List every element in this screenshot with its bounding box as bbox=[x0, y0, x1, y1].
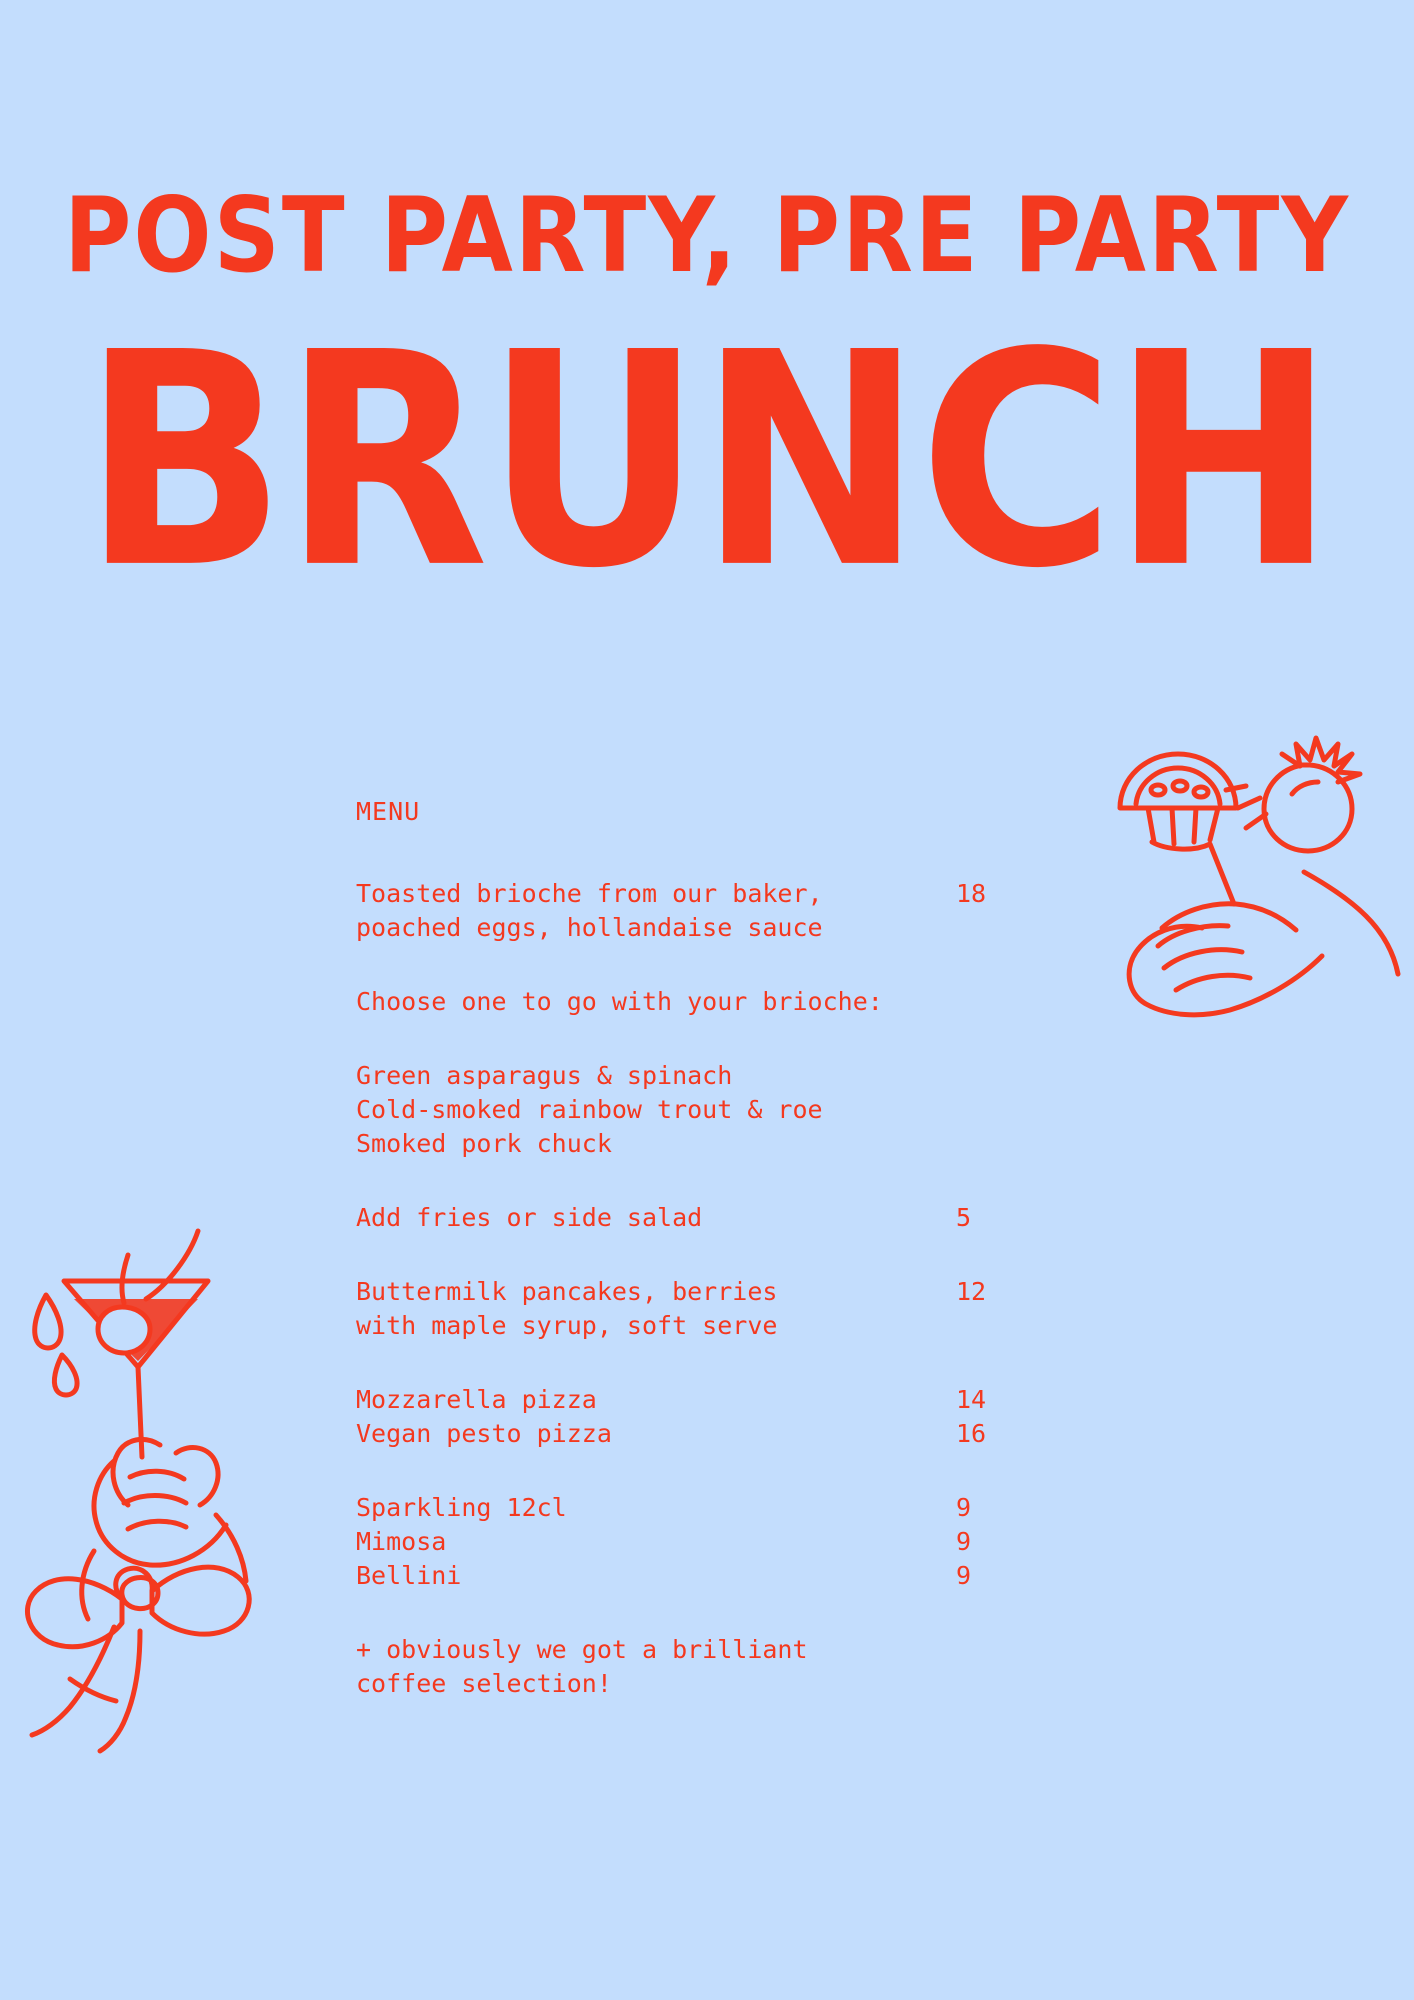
menu-item-price: 14 bbox=[956, 1385, 987, 1414]
menu-item bbox=[356, 1275, 1076, 1343]
menu-item-line: with maple syrup, soft serve bbox=[356, 1311, 778, 1340]
menu-group-pancakes bbox=[356, 1275, 1076, 1343]
menu-item-line: Mozzarella pizza bbox=[356, 1385, 597, 1414]
menu-item-price: 18 bbox=[956, 879, 987, 908]
menu-item bbox=[356, 1383, 1076, 1417]
menu-item-line: Bellini bbox=[356, 1561, 462, 1590]
menu-footer bbox=[356, 1633, 1076, 1701]
cocktail-glass-bow-hand-icon bbox=[10, 1195, 340, 1755]
menu-item bbox=[356, 1491, 1076, 1525]
menu-footer-line: + obviously we got a brilliant bbox=[356, 1635, 808, 1664]
menu-item bbox=[356, 1201, 1076, 1235]
menu-item bbox=[356, 1059, 1076, 1093]
menu-item bbox=[356, 1525, 1076, 1559]
menu-group-choose-note bbox=[356, 985, 1076, 1019]
menu-item-line: Mimosa bbox=[356, 1527, 447, 1556]
menu-block bbox=[356, 795, 1076, 1741]
menu-label: MENU bbox=[356, 797, 421, 826]
menu-item bbox=[356, 877, 1076, 945]
menu-item-line: poached eggs, hollandaise sauce bbox=[356, 913, 823, 942]
tomato-fork-hand-icon bbox=[1106, 690, 1406, 1050]
menu-item-price: 12 bbox=[956, 1277, 987, 1306]
menu-item-price: 9 bbox=[956, 1493, 972, 1522]
menu-item-price: 9 bbox=[956, 1561, 972, 1590]
menu-group-brioche bbox=[356, 877, 1076, 945]
menu-group-drinks bbox=[356, 1491, 1076, 1593]
menu-item-line: Sparkling 12cl bbox=[356, 1493, 567, 1522]
menu-item bbox=[356, 1417, 1076, 1451]
menu-item-line: Toasted brioche from our baker, bbox=[356, 879, 823, 908]
menu-group-choices bbox=[356, 1059, 1076, 1161]
menu-item-line: Buttermilk pancakes, berries bbox=[356, 1277, 778, 1306]
menu-group-pizzas bbox=[356, 1383, 1076, 1451]
menu-item bbox=[356, 1559, 1076, 1593]
poster-headline bbox=[0, 176, 1414, 634]
poster-kicker: POST PARTY, PRE PARTY bbox=[63, 176, 1351, 296]
menu-item-price: 5 bbox=[956, 1203, 972, 1232]
menu-item bbox=[356, 1093, 1076, 1127]
page-title: BRUNCH bbox=[82, 290, 1332, 634]
menu-item-price: 16 bbox=[956, 1419, 987, 1448]
menu-group-sides bbox=[356, 1201, 1076, 1235]
menu-item-line: Smoked pork chuck bbox=[356, 1129, 612, 1158]
menu-note: Choose one to go with your brioche: bbox=[356, 987, 883, 1016]
menu-item-line: Green asparagus & spinach bbox=[356, 1061, 733, 1090]
menu-item bbox=[356, 1127, 1076, 1161]
menu-item-line: Add fries or side salad bbox=[356, 1203, 703, 1232]
menu-item-line: Vegan pesto pizza bbox=[356, 1419, 612, 1448]
menu-item-line: Cold-smoked rainbow trout & roe bbox=[356, 1095, 823, 1124]
menu-footer-line: coffee selection! bbox=[356, 1669, 612, 1698]
menu-item-price: 9 bbox=[956, 1527, 972, 1556]
